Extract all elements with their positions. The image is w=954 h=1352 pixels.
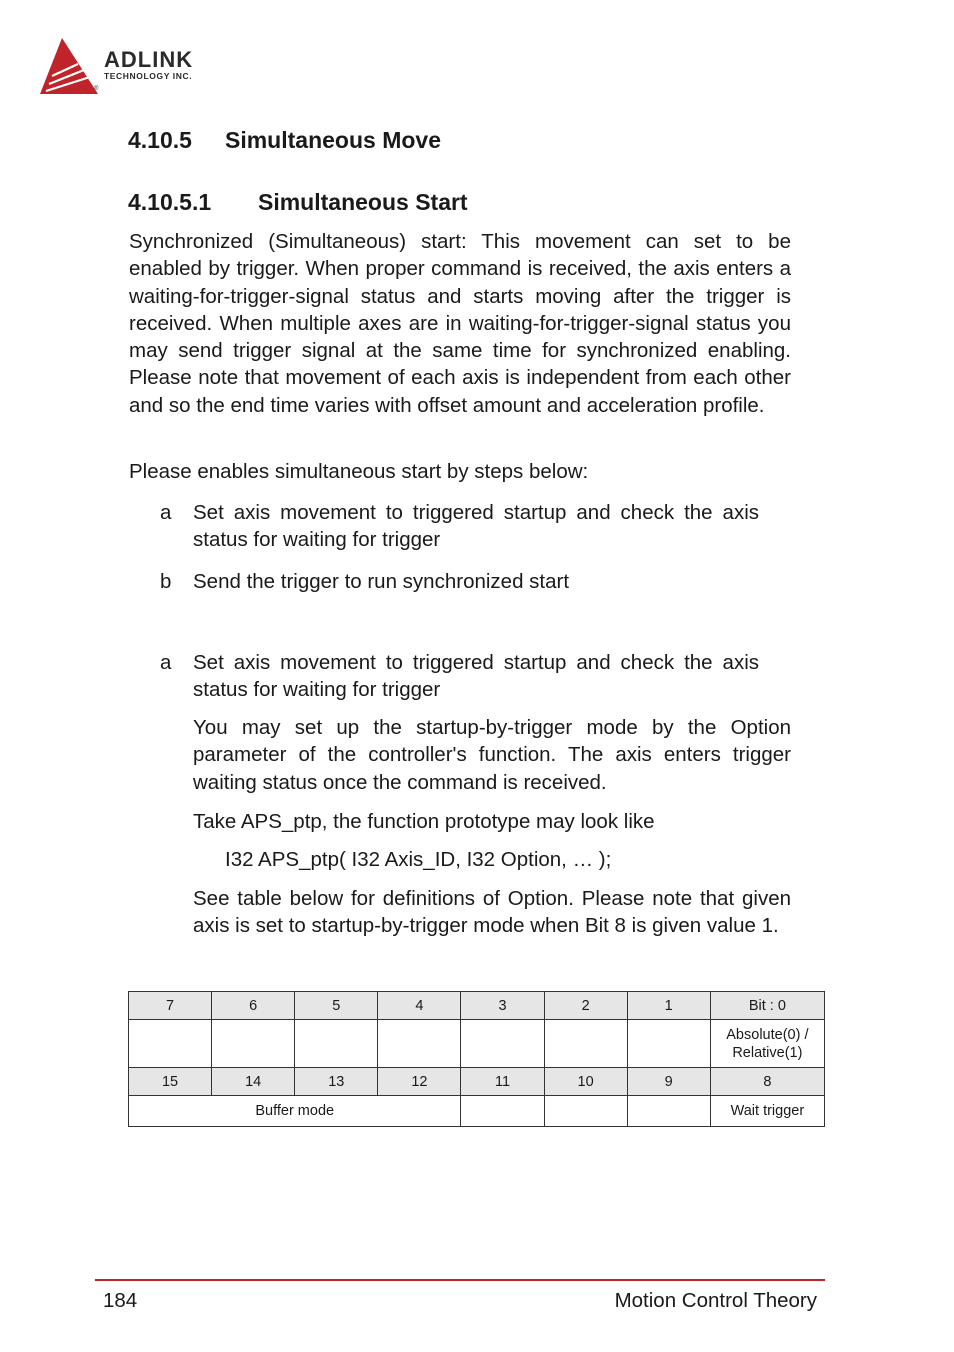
section-heading: [128, 126, 441, 154]
table-cell: 14: [212, 1068, 295, 1096]
table-cell: 1: [627, 992, 710, 1020]
detail-paragraph: Take APS_ptp, the function prototype may look like: [193, 810, 655, 833]
table-cell: 2: [544, 992, 627, 1020]
table-cell: 7: [129, 992, 212, 1020]
footer-divider: [95, 1279, 825, 1281]
detail-step: [160, 649, 792, 704]
logo-registered-mark: ®: [94, 86, 99, 92]
table-row: [129, 1020, 825, 1068]
list-marker: b: [160, 570, 172, 593]
subsection-number: 4.10.5.1: [128, 189, 212, 215]
intro-paragraph: Synchronized (Simultaneous) start: This movement can set to be enabled by trigger. When proper command is received, the axis enters a waiting-for-trigger-signal status and starts moving after the trigger is received. When multiple axes are in waiting-for-trigger-signal status you may send trigger signal at the same time for synchronized enabling. Please note that movement of each axis is independent from each other and so the end time varies with offset amount and acceleration profile.: [129, 230, 791, 417]
table-cell: 11: [461, 1068, 544, 1096]
section-number: 4.10.5: [128, 127, 192, 153]
table-cell: [212, 1020, 295, 1068]
detail-paragraph: See table below for definitions of Option. Please note that given axis is set to startup-by-trigger mode when Bit 8 is given value 1.: [193, 887, 791, 938]
table-cell: 6: [212, 992, 295, 1020]
table-cell: [378, 1020, 461, 1068]
table-cell: 8: [710, 1068, 824, 1096]
table-cell: [295, 1020, 378, 1068]
table-cell: 9: [627, 1068, 710, 1096]
table-cell: Wait trigger: [710, 1096, 824, 1127]
list-item-text: Send the trigger to run synchronized start: [193, 570, 570, 593]
adlink-triangle-logo-icon: [38, 36, 100, 98]
table-cell: Bit : 0: [710, 992, 824, 1020]
table-cell: 10: [544, 1068, 627, 1096]
table-cell: [627, 1020, 710, 1068]
steps-intro: Please enables simultaneous start by steps below:: [129, 460, 589, 483]
page-number: 184: [103, 1289, 138, 1312]
table-row: [129, 1096, 825, 1127]
table-cell: 5: [295, 992, 378, 1020]
logo-name: ADLINK: [104, 47, 194, 72]
table-cell: [627, 1096, 710, 1127]
list-marker: a: [160, 651, 172, 674]
option-bit-table: [128, 991, 825, 1127]
logo-subtitle: TECHNOLOGY INC.: [104, 71, 193, 81]
table-cell: [461, 1020, 544, 1068]
subsection-heading: [128, 188, 468, 216]
table-row: [129, 992, 825, 1020]
table-cell: Absolute(0) / Relative(1): [710, 1020, 824, 1068]
table-cell: [129, 1020, 212, 1068]
table-row: [129, 1068, 825, 1096]
chapter-title: Motion Control Theory: [614, 1289, 817, 1312]
table-cell: [461, 1096, 544, 1127]
table-cell: 12: [378, 1068, 461, 1096]
detail-paragraph: You may set up the startup-by-trigger mode by the Option parameter of the controller's function. The axis enters trigger waiting status once the command is received.: [193, 716, 791, 794]
list-marker: a: [160, 501, 172, 524]
section-title: Simultaneous Move: [225, 127, 441, 153]
table-cell: 15: [129, 1068, 212, 1096]
subsection-title: Simultaneous Start: [258, 189, 468, 215]
list-item-text: Set axis movement to triggered startup and check the axis status for waiting for trigger: [193, 651, 759, 702]
list-item: [160, 499, 792, 554]
function-prototype: I32 APS_ptp( I32 Axis_ID, I32 Option, … );: [225, 848, 612, 871]
table-cell: 4: [378, 992, 461, 1020]
table-cell: 3: [461, 992, 544, 1020]
list-item: [160, 568, 792, 595]
table-cell: [544, 1096, 627, 1127]
list-item-text: Set axis movement to triggered startup and check the axis status for waiting for trigger: [193, 501, 759, 552]
table-cell: Buffer mode: [129, 1096, 461, 1127]
table-cell: [544, 1020, 627, 1068]
table-cell: 13: [295, 1068, 378, 1096]
